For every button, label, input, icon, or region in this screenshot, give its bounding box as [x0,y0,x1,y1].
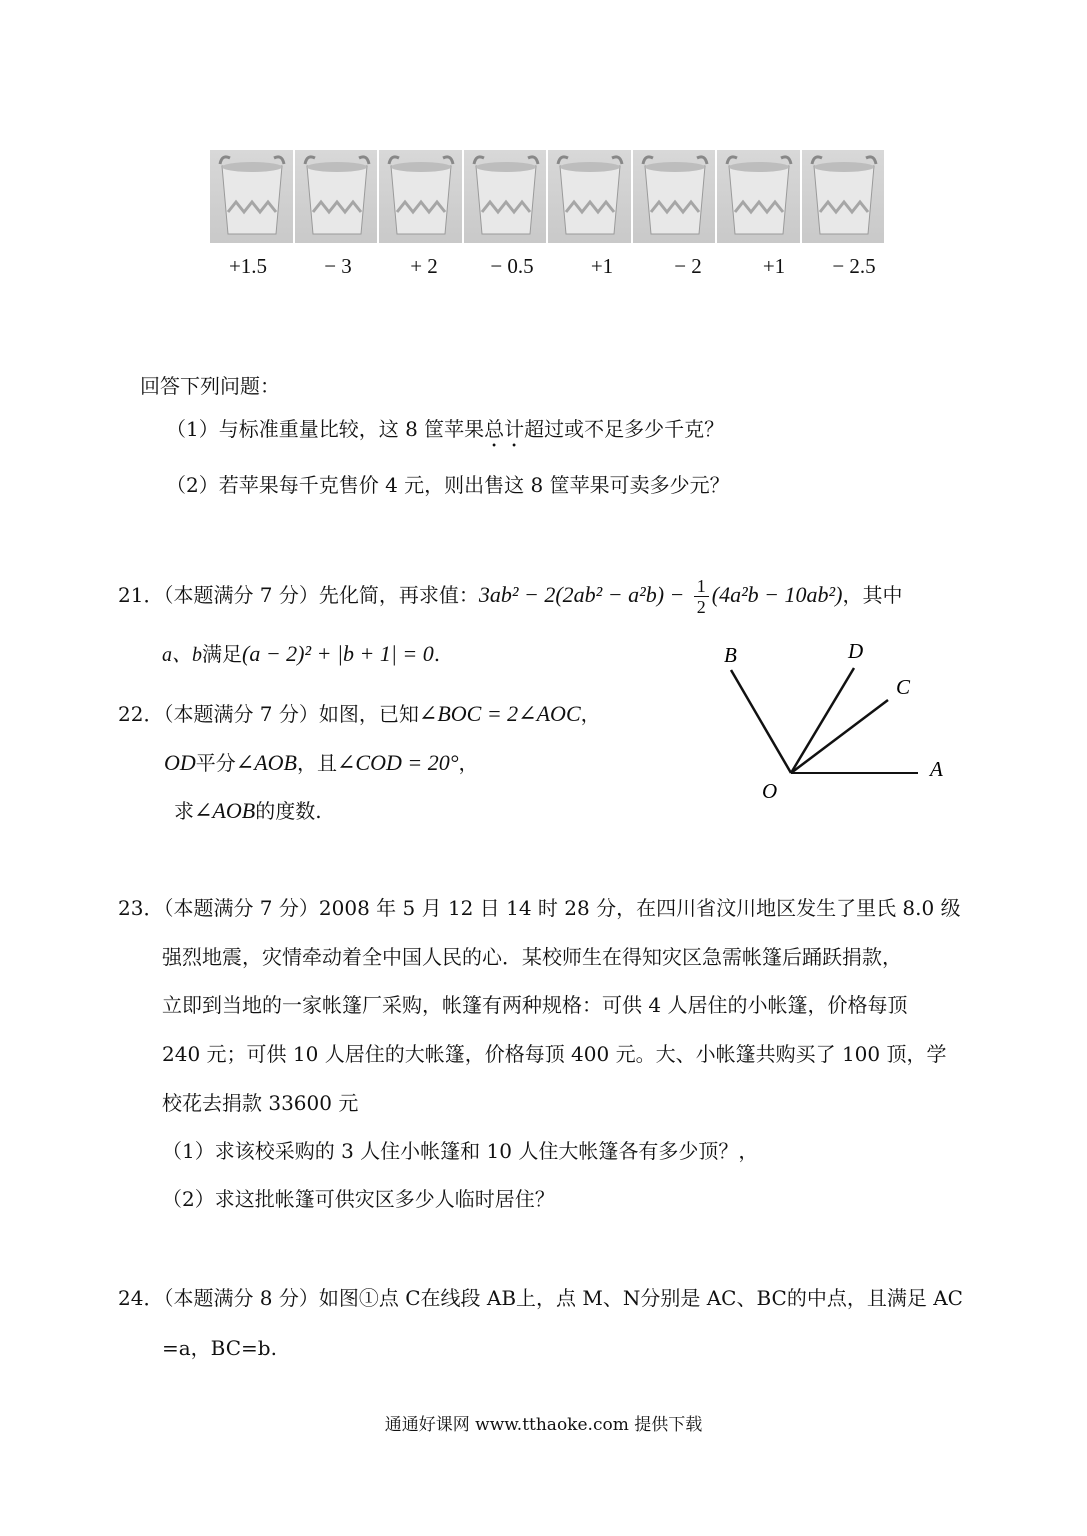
basket-image [464,150,547,243]
q23-sub1: （1）求该校采购的 3 人住小帐篷和 10 人住大帐篷各有多少顶？， [162,1139,759,1163]
basket-weight-1: +1.5 [228,254,268,278]
q22-line2-a: OD [164,750,196,775]
q23-line1 [118,894,961,922]
q23-number: 23． [118,896,164,920]
q23-line5: 校花去捐款 33600 元 [162,1091,359,1115]
basket-weight-5: +1 [590,254,614,278]
ray-OC [791,700,888,773]
q21-number: 21． [118,583,164,607]
q24-line1-text: （本题满分 8 分）如图①点 C在线段 AB上，点 M、N分别是 AC、BC的中点，且满足 AC [163,1286,963,1310]
q22-line1 [118,700,601,728]
q21-frac-den: 2 [696,597,706,617]
q20-sub1-emphasis: 总计 [484,417,525,441]
q22-line2-f: ， [458,751,479,775]
q21-head: （本题满分 7 分）先化简，再求值： [163,583,479,607]
q22-number: 22． [118,702,164,726]
q21-expr-a: 3ab² − 2(2ab² − a²b) − [478,582,685,607]
q22-head: （本题满分 7 分）如图，已知 [163,702,419,726]
q20-sub2: （2）若苹果每千克售价 4 元，则出售这 8 筐苹果可卖多少元？ [166,473,730,497]
q20-sub1-pre: （1）与标准重量比较，这 8 筐苹果 [166,417,485,441]
q22-line3-c: 的度数. [255,799,322,823]
q22-given1-end: ， [580,702,601,726]
q21-cond-expr: (a − 2)² + |b + 1| = 0 [242,641,434,666]
q22-line3-b: ∠AOB [194,798,256,823]
q23-line3: 立即到当地的一家帐篷厂采购，帐篷有两种规格：可供 4 人居住的小帐篷，价格每顶 [162,993,908,1017]
q21-fraction [694,576,709,617]
basket-image [717,150,800,243]
q20-prompt: 回答下列问题： [140,374,280,398]
label-B: B [724,643,737,667]
basket-image [295,150,378,243]
basket-weight-6: − 2 [674,254,702,278]
basket-image [379,150,462,243]
q24-line1 [118,1284,963,1312]
q21-tail: ，其中 [842,583,903,607]
ray-OD [791,668,854,773]
label-C: C [896,675,911,699]
q22-line2-c: ∠AOB [235,750,297,775]
basket-image [210,150,293,243]
basket-weight-8: − 2.5 [832,254,876,278]
q22-line3 [174,797,322,825]
angle-diagram [700,630,980,810]
basket-weight-4: − 0.5 [490,254,534,278]
q22-line2 [164,749,479,777]
q22-line2-b: 平分 [195,751,236,775]
q24-number: 24． [118,1286,164,1310]
q22-line2-e: ∠COD = 20° [336,750,459,775]
q20-sub1-post: 超过或不足多少千克？ [524,417,725,441]
basket-image [802,150,885,243]
ray-OB [731,670,791,773]
label-A: A [930,757,943,781]
q23-sub2: （2）求这批帐篷可供灾区多少人临时居住？ [162,1187,555,1211]
q22-line2-d: ，且 [296,751,337,775]
q22-given1: ∠BOC = 2∠AOC [418,701,581,726]
basket-image [548,150,631,243]
q20-sub1 [166,415,724,452]
q23-line2: 强烈地震，灾情牵动着全中国人民的心．某校师生在得知灾区急需帐篷后踊跃捐款， [162,945,902,969]
q21-line1 [118,576,902,617]
basket-photo-strip [210,150,884,243]
label-O: O [762,779,778,803]
basket-image [633,150,716,243]
q23-line1-text: （本题满分 7 分）2008 年 5 月 12 日 14 时 28 分，在四川省汶川地区发生了里氏 8.0 级 [163,896,961,920]
q21-line2 [162,640,440,669]
basket-weight-7: +1 [762,254,786,278]
q21-expr-b: (4a²b − 10ab²) [711,582,843,607]
q22-line3-a: 求 [174,799,194,823]
q21-cond-vars: a、b [162,644,202,666]
basket-weight-2: − 3 [324,254,352,278]
basket-weight-3: + 2 [410,254,438,278]
q23-line4: 240 元；可供 10 人居住的大帐篷，价格每顶 400 元。大、小帐篷共购买了 100 顶，学 [162,1042,947,1066]
q24-line2: =a，BC=b. [162,1336,277,1360]
q21-cond-text: 满足 [202,642,242,666]
label-D: D [848,639,864,663]
q21-cond-end: . [433,642,441,666]
q21-frac-num: 1 [694,576,709,597]
page-footer: 通通好课网 www.tthaoke.com 提供下载 [384,1415,703,1435]
